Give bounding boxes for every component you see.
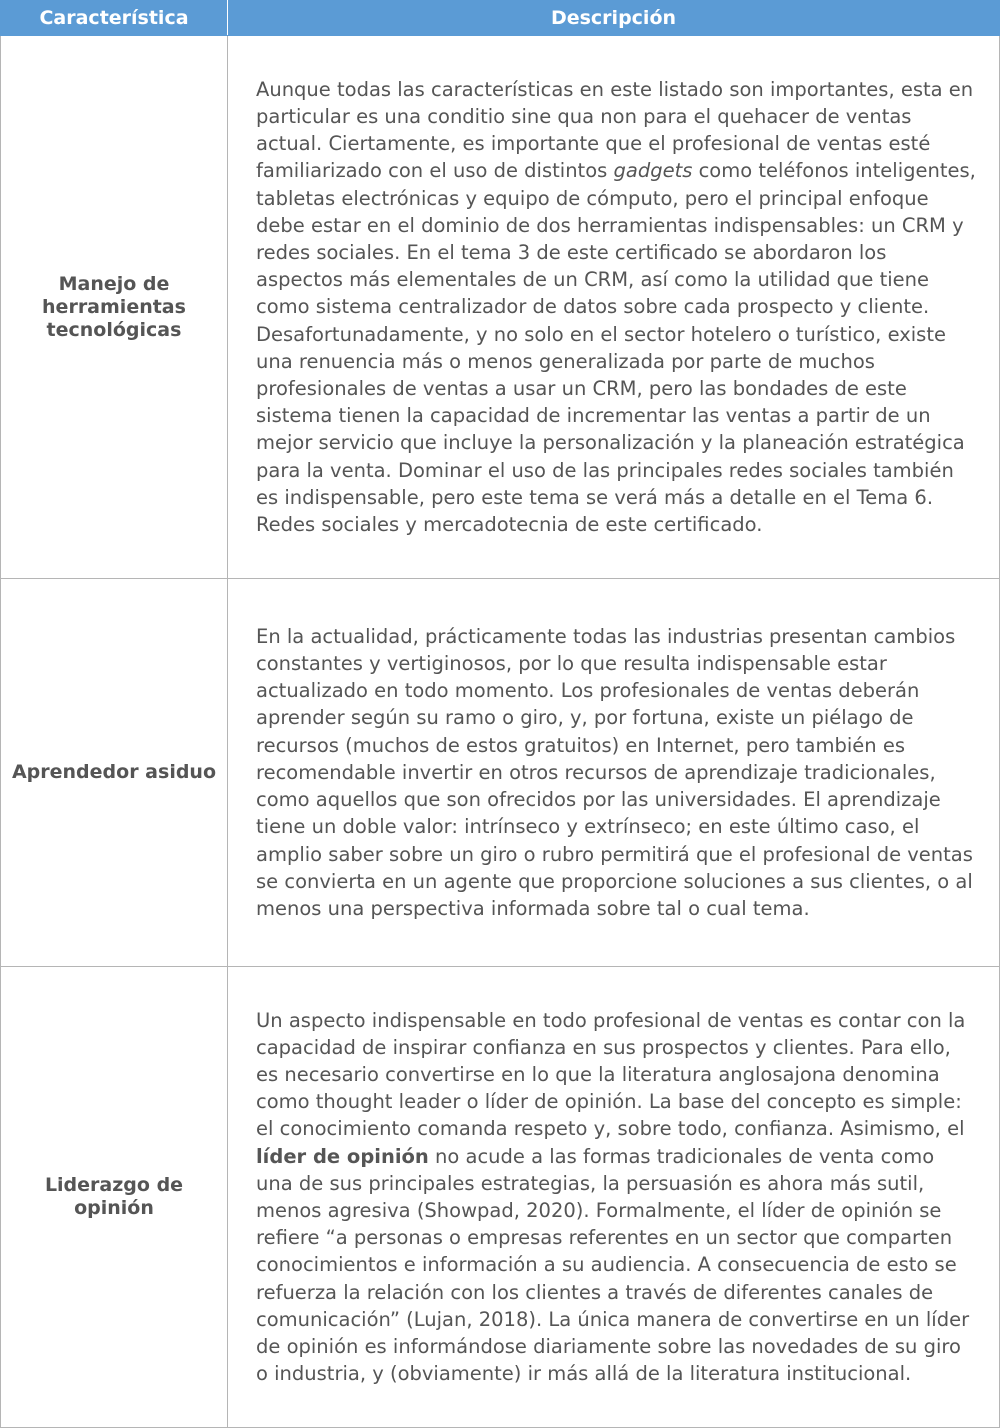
feature-cell [1,967,228,1428]
header-feature: Característica [1,1,228,36]
feature-label: Aprendedor asiduo [11,761,217,783]
feature-cell [1,579,228,967]
table-row [1,967,1000,1428]
description-emphasis: gadgets [613,159,693,183]
description-cell [228,36,1000,579]
description-cell [228,967,1000,1428]
header-description: Descripción [228,1,1000,36]
description-text: como teléfonos inteligentes, tabletas electrónicas y equipo de cómputo, pero el principal enfoque debe estar en el dominio de dos herramientas indispensables: un CRM y redes sociales. En el tema 3 de este certificado se abordaron los aspectos más elementales de un CRM, así como la utilidad que tiene como sistema centralizador de datos sobre cada prospecto y cliente. Desafortunadamente, y no solo en el sector hotelero o turístico, existe una renuencia más o menos generalizada por parte de muchos profesionales de ventas a usar un CRM, pero las bondades de este sistema tienen la capacidad de incrementar las ventas a partir de un mejor servicio que incluye la personalización y la planeación estratégica para la venta. Dominar el uso de las principales redes sociales también es indispensable, pero este tema se verá más a detalle en el Tema 6. Redes sociales y mercadotecnia de este certificado. [256,159,976,537]
feature-cell [1,36,228,579]
table-row [1,579,1000,967]
description-text: no acude a las formas tradicionales de venta como una de sus principales estrategias, la persuasión es ahora más sutil, menos agresiva (Showpad, 2020). Formalmente, el líder de opinión se refiere “a personas o empresas referentes en un sector que comparten conocimientos e información a su audiencia. A consecuencia de esto se refuerza la relación con los clientes a través de diferentes canales de comunicación” (Lujan, 2018). La única manera de convertirse en un líder de opinión es informándose diariamente sobre las novedades de su giro o industria, y (obviamente) ir más allá de la literatura institucional. [256,1144,970,1386]
description-text: En la actualidad, prácticamente todas las industrias presentan cambios constantes y vertiginosos, por lo que resulta indispensable estar actualizado en todo momento. Los profesionales de ventas deberán aprender según su ramo o giro, y, por fortuna, existe un piélago de recursos (muchos de estos gratuitos) en Internet, pero también es recomendable invertir en otros recursos de aprendizaje tradicionales, como aquellos que son ofrecidos por las universidades. El aprendizaje tiene un doble valor: intrínseco y extrínseco; en este último caso, el amplio saber sobre un giro o rubro permitirá que el profesional de ventas se convierta en un agente que proporcione soluciones a sus clientes, o al menos una perspectiva informada sobre tal o cual tema. [256,624,973,920]
description-text: Un aspecto indispensable en todo profesional de ventas es contar con la capacidad de inspirar confianza en sus prospectos y clientes. Para ello, es necesario convertirse en lo que la literatura anglosajona denomina como thought leader o líder de opinión. La base del concepto es simple: el conocimiento comanda respeto y, sobre todo, confianza. Asimismo, el [256,1008,966,1141]
feature-label: Liderazgo de opinión [44,1174,184,1219]
description-text: Aunque todas las características en este listado son importantes, esta en particular es una conditio sine qua non para el quehacer de ventas actual. Ciertamente, es importante que el profesional de ventas esté familiarizado con el uso de distintos [256,77,974,183]
description-emphasis: líder de opinión [256,1144,429,1168]
feature-label: Manejo de herramientas tecnológicas [42,272,186,341]
table-row [1,36,1000,579]
description-cell [228,579,1000,967]
table-header-row [1,1,1000,36]
